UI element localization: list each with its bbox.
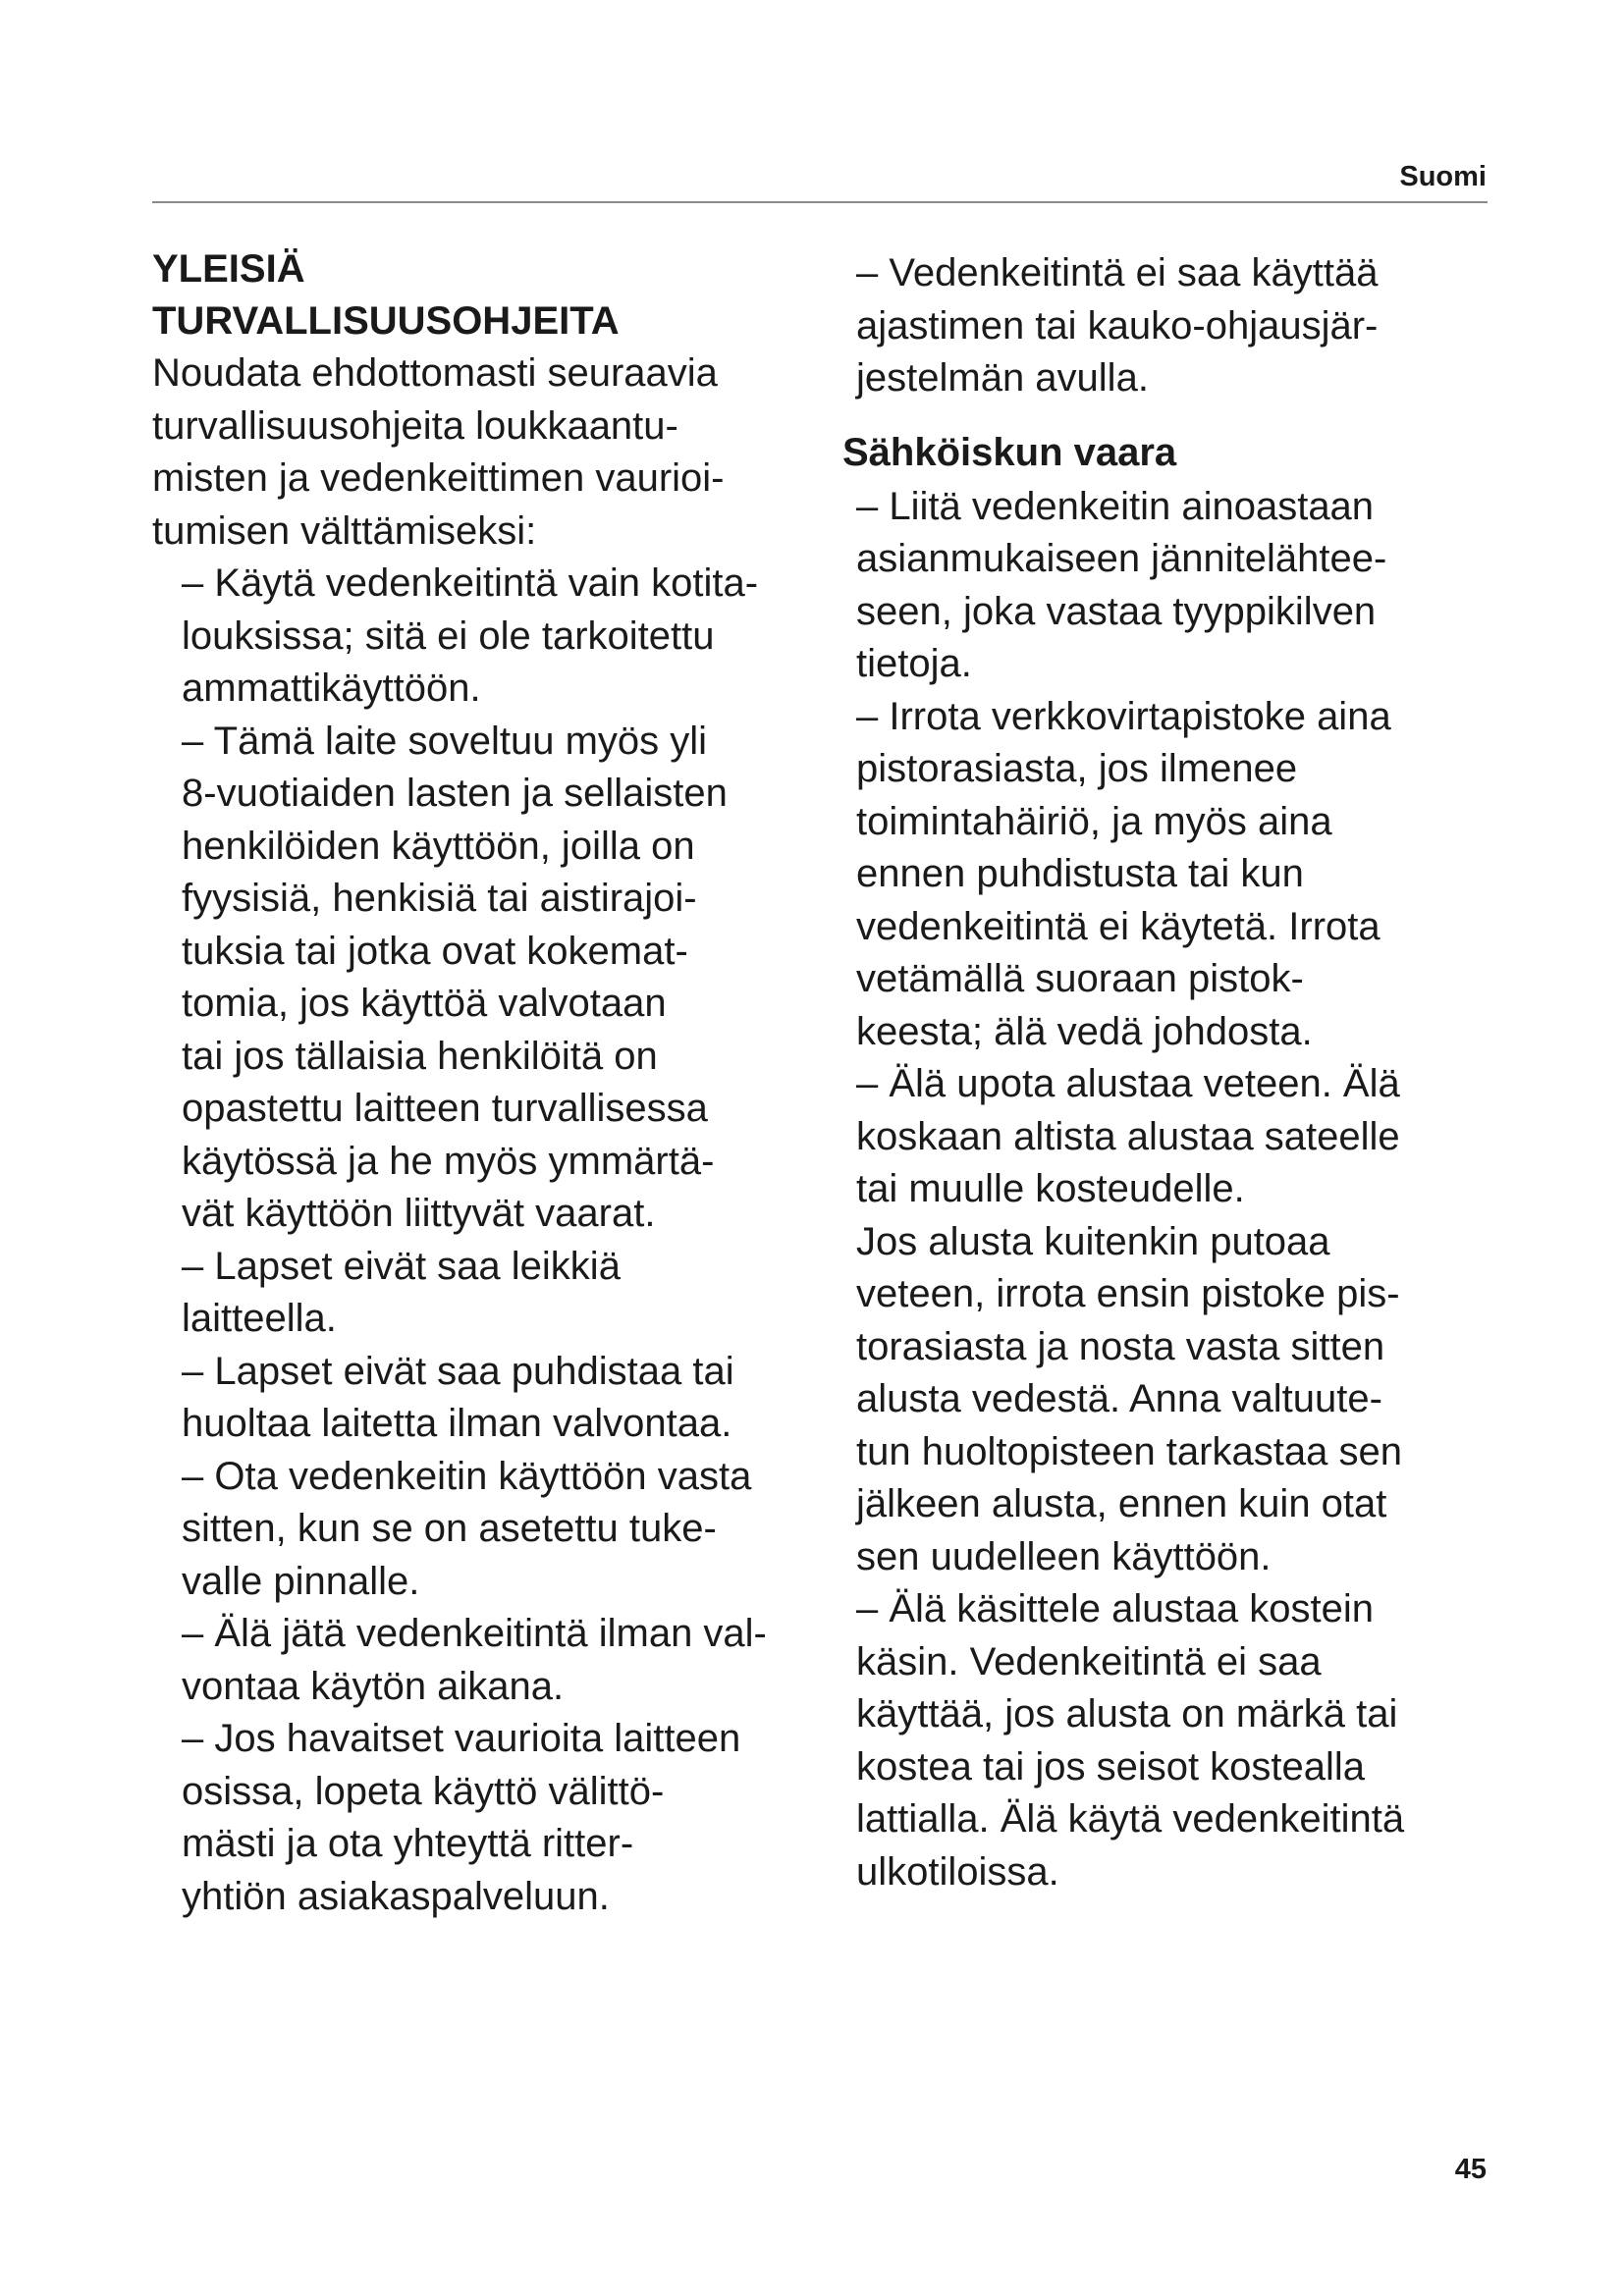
- language-label: Suomi: [1399, 161, 1487, 192]
- intro-paragraph: [152, 347, 859, 558]
- safety-list: [152, 558, 859, 1923]
- text-line: tumisen välttämiseksi:: [152, 508, 537, 553]
- text-line: käyttää, jos alusta on märkä tai: [856, 1692, 1398, 1735]
- text-line: ammattikäyttöön.: [182, 667, 481, 710]
- text-line: valle pinnalle.: [182, 1559, 420, 1603]
- text-line: osissa, lopeta käyttö välittö-: [182, 1769, 665, 1813]
- text-line: turvallisuusohjeita loukkaantu-: [152, 403, 678, 448]
- text-line: Noudata ehdottomasti seuraavia: [152, 351, 718, 395]
- text-line: 8-vuotiaiden lasten ja sellaisten: [182, 772, 728, 815]
- text-line: – Jos havaitset vaurioita laitteen: [182, 1717, 741, 1760]
- text-line: käytössä ja he myös ymmärtä-: [182, 1139, 715, 1183]
- text-line: – Älä upota alustaa veteen. Älä: [856, 1062, 1400, 1105]
- electric-shock-list: [856, 481, 1504, 1899]
- text-line: vät käyttöön liittyvät vaarat.: [182, 1192, 656, 1235]
- text-line: ajastimen tai kauko-ohjausjär-: [856, 303, 1379, 347]
- text-line: tuksia tai jotka ovat kokemat-: [182, 929, 688, 973]
- timer-warning: [856, 247, 1504, 405]
- text-line: torasiasta ja nosta vasta sitten: [856, 1324, 1385, 1368]
- text-line: alusta vedestä. Anna valtuute-: [856, 1377, 1382, 1420]
- text-line: – Käytä vedenkeitintä vain kotita-: [182, 561, 759, 605]
- text-line: lattialla. Älä käytä vedenkeitintä: [856, 1797, 1405, 1841]
- text-line: mästi ja ota yhteyttä ritter-: [182, 1822, 634, 1865]
- text-line: sen uudelleen käyttöön.: [856, 1534, 1272, 1578]
- text-line: sitten, kun se on asetettu tuke-: [182, 1507, 717, 1550]
- text-line: vetämällä suoraan pistok-: [856, 957, 1304, 1000]
- text-line: tietoja.: [856, 642, 972, 685]
- text-line: koskaan altista alustaa sateelle: [856, 1114, 1400, 1158]
- text-line: – Liitä vedenkeitin ainoastaan: [856, 484, 1375, 528]
- text-line: – Ota vedenkeitin käyttöön vasta: [182, 1454, 752, 1498]
- text-line: käsin. Vedenkeitintä ei saa: [856, 1639, 1322, 1683]
- text-line: ulkotiloissa.: [856, 1849, 1059, 1894]
- title-line: TURVALLISUUSOHJEITA: [152, 299, 620, 343]
- text-line: – Vedenkeitintä ei saa käyttää: [856, 251, 1379, 294]
- text-line: – Älä käsittele alustaa kostein: [856, 1587, 1374, 1630]
- text-line: Jos alusta kuitenkin putoaa: [856, 1219, 1330, 1263]
- title-line: YLEISIÄ: [152, 247, 305, 291]
- section-title: [152, 243, 859, 347]
- text-line: louksissa; sitä ei ole tarkoitettu: [182, 614, 715, 658]
- text-line: tai muulle kosteudelle.: [856, 1167, 1245, 1210]
- text-line: misten ja vedenkeittimen vaurioi-: [152, 456, 725, 500]
- text-line: tai jos tällaisia henkilöitä on: [182, 1034, 658, 1078]
- text-line: – Irrota verkkovirtapistoke aina: [856, 694, 1391, 738]
- text-line: vedenkeitintä ei käytetä. Irrota: [856, 904, 1380, 948]
- text-line: huoltaa laitetta ilman valvontaa.: [182, 1402, 732, 1445]
- header-divider: [152, 201, 1488, 203]
- text-line: pistorasiasta, jos ilmenee: [856, 747, 1298, 790]
- text-line: seen, joka vastaa tyyppikilven: [856, 589, 1377, 633]
- text-line: kostea tai jos seisot kostealla: [856, 1744, 1366, 1789]
- text-line: toimintahäiriö, ja myös aina: [856, 799, 1332, 843]
- text-line: ennen puhdistusta tai kun: [856, 852, 1304, 895]
- text-line: opastettu laitteen turvallisessa: [182, 1087, 708, 1130]
- text-line: – Lapset eivät saa leikkiä: [182, 1244, 621, 1288]
- electric-shock-heading: Sähköiskun vaara: [842, 430, 1177, 474]
- text-line: – Tämä laite soveltuu myös yli: [182, 719, 708, 763]
- text-line: jestelmän avulla.: [856, 356, 1149, 400]
- text-line: henkilöiden käyttöön, joilla on: [182, 824, 695, 868]
- text-line: fyysisiä, henkisiä tai aistirajoi-: [182, 877, 697, 920]
- text-line: tun huoltopisteen tarkastaa sen: [856, 1429, 1402, 1473]
- text-line: veteen, irrota ensin pistoke pis-: [856, 1272, 1400, 1315]
- left-column: [152, 243, 859, 1923]
- text-line: jälkeen alusta, ennen kuin otat: [856, 1482, 1387, 1525]
- text-line: tomia, jos käyttöä valvotaan: [182, 982, 667, 1025]
- page-number: 45: [1454, 2154, 1487, 2185]
- text-line: – Älä jätä vedenkeitintä ilman val-: [182, 1612, 767, 1655]
- text-line: – Lapset eivät saa puhdistaa tai: [182, 1349, 734, 1393]
- text-line: yhtiön asiakaspalveluun.: [182, 1874, 610, 1918]
- text-line: asianmukaiseen jännitelähtee-: [856, 537, 1387, 580]
- right-column: [842, 247, 1504, 1898]
- text-line: keesta; älä vedä johdosta.: [856, 1009, 1313, 1053]
- text-line: vontaa käytön aikana.: [182, 1664, 565, 1708]
- text-line: laitteella.: [182, 1297, 337, 1340]
